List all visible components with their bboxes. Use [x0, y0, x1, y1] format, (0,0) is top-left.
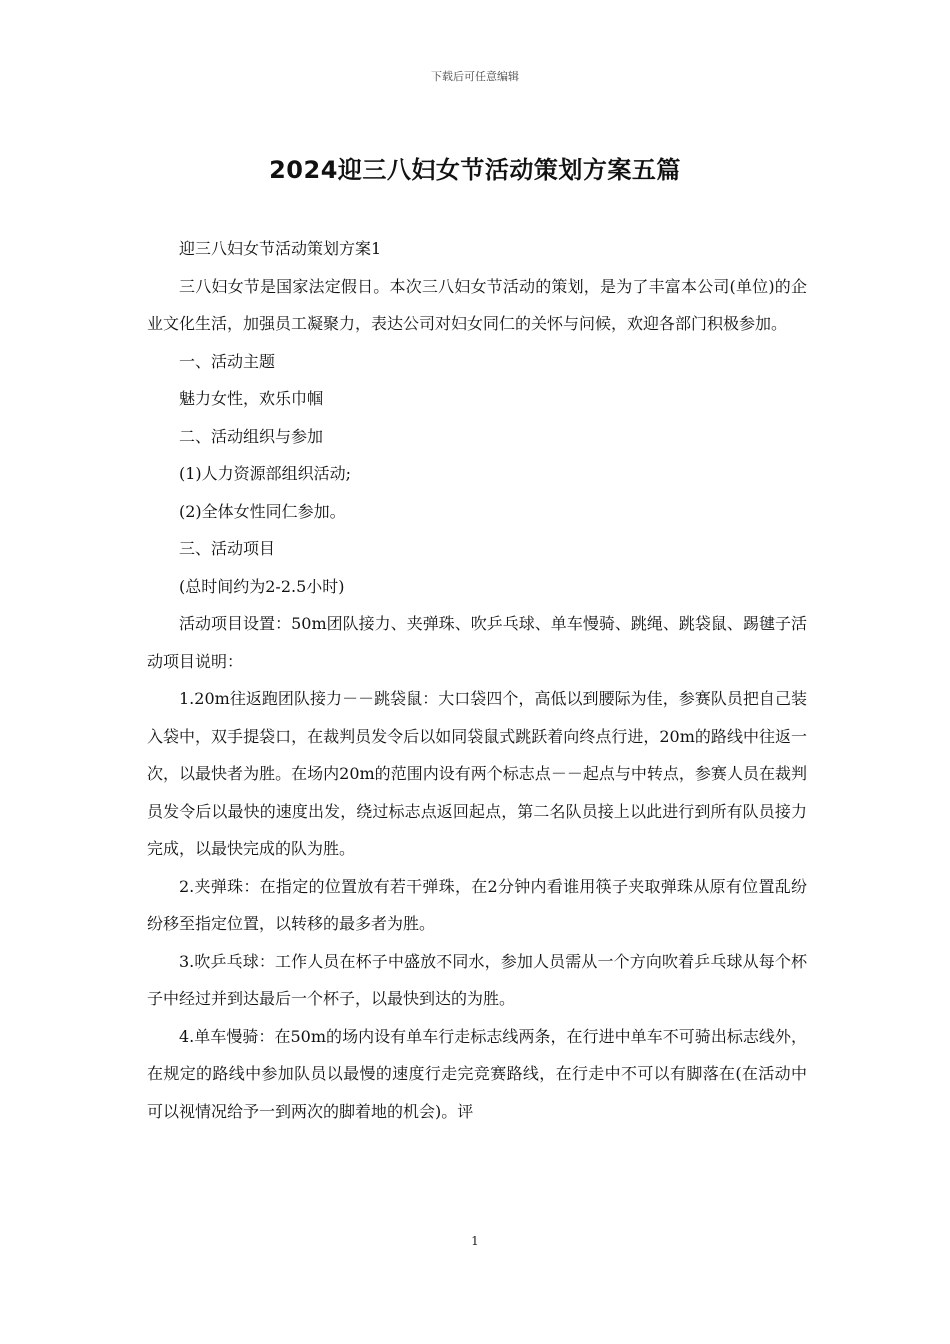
page-number: 1	[471, 1234, 479, 1248]
paragraph-intro: 三八妇女节是国家法定假日。本次三八妇女节活动的策划，是为了丰富本公司(单位)的企业文化生活，加强员工凝聚力，表达公司对妇女同仁的关怀与问候，欢迎各部门积极参加。	[147, 276, 807, 333]
section-heading-theme: 一、活动主题	[179, 351, 276, 371]
paragraph-event-list: 活动项目设置：50m团队接力、夹弹珠、吹乒乓球、单车慢骑、跳绳、跳袋鼠、踢毽子活动项目说明：	[147, 614, 807, 671]
paragraph-event-pingpong: 3.吹乒乓球：工作人员在杯子中盛放不同水，参加人员需从一个方向吹着乒乓球从每个杯子中经过并到达最后一个杯子，以最快到达的为胜。	[147, 951, 807, 1008]
paragraph-plan-heading: 迎三八妇女节活动策划方案1	[179, 239, 382, 258]
document-title: 2024迎三八妇女节活动策划方案五篇	[269, 156, 681, 184]
paragraph-theme: 魅力女性，欢乐巾帼	[179, 389, 324, 408]
list-item-organizer: (1)人力资源部组织活动;	[179, 464, 352, 483]
document-body	[147, 230, 807, 1130]
paragraph-event-marbles: 2.夹弹珠：在指定的位置放有若干弹珠，在2分钟内看谁用筷子夹取弹珠从原有位置乱纷纷移至指定位置，以转移的最多者为胜。	[147, 876, 807, 933]
paragraph-event-slow-bike: 4.单车慢骑：在50m的场内设有单车行走标志线两条，在行进中单车不可骑出标志线外，在规定的路线中参加队员以最慢的速度行走完竞赛路线，在行走中不可以有脚落在(在活动中可以视情况给予一到两次的脚着地的机会)。评	[147, 1026, 807, 1121]
section-heading-organization: 二、活动组织与参加	[179, 426, 324, 446]
section-heading-events: 三、活动项目	[179, 539, 276, 558]
list-item-participants: (2)全体女性同仁参加。	[179, 501, 346, 521]
paragraph-duration: (总时间约为2-2.5小时)	[179, 576, 345, 596]
paragraph-event-relay: 1.20m往返跑团队接力－－跳袋鼠：大口袋四个，高低以到腰际为佳，参赛队员把自己装入袋中，双手提袋口，在裁判员发令后以如同袋鼠式跳跃着向终点行进，20m的路线中往返一次，以最快者为胜。在场内20m的范围内设有两个标志点－－起点与中转点，参赛人员在裁判员发令后以最快的速度出发，绕过标志点返回起点，第二名队员接上以此进行到所有队员接力完成，以最快完成的队为胜。	[147, 689, 807, 858]
header-note: 下载后可任意编辑	[431, 70, 519, 83]
